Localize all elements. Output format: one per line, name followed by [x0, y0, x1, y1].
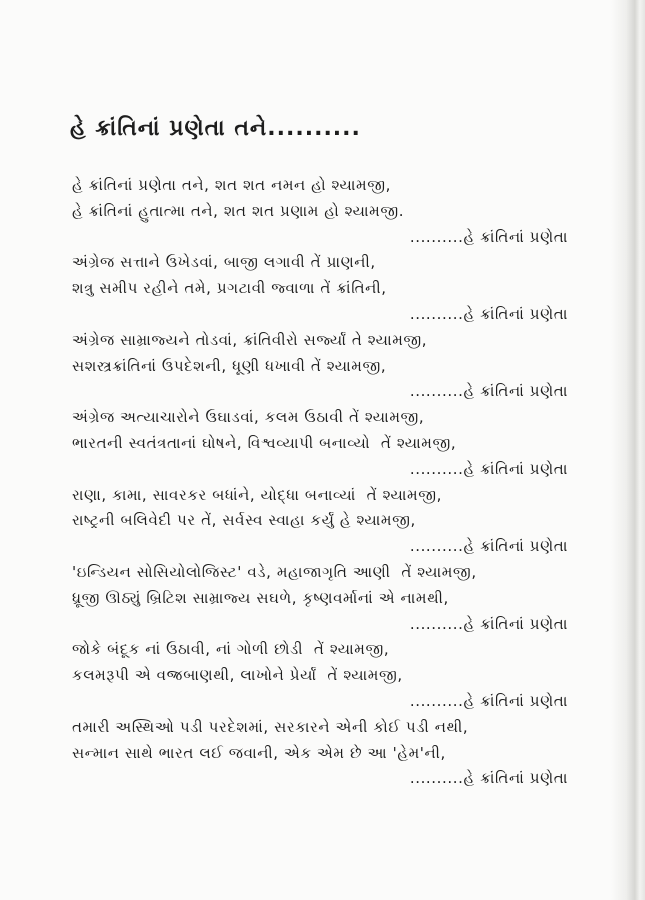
stanza — [72, 405, 568, 482]
verse-line: ભારતની સ્વતંત્રતાનાં ઘોષને, વિશ્વવ્યાપી બનાવ્યો તેં શ્યામજી, — [72, 433, 457, 452]
verse-line: રાષ્ટ્રની બલિવેદી પર તેં, સર્વસ્વ સ્વાહા કર્યું હે શ્યામજી, — [72, 511, 416, 530]
page-binding-shadow — [611, 0, 645, 900]
verse-line: શત્રુ સમીપ રહીને તમે, પ્રગટાવી જ્વાળા તેં ક્રાંતિની, — [72, 279, 387, 298]
verse-line: સન્માન સાથે ભારત લઈ જવાની, એક એમ છે આ 'હેમ'ની, — [72, 743, 446, 762]
stanza — [72, 560, 568, 637]
stanza — [72, 715, 568, 792]
verse-line: કલમરૂપી એ વજ્રબાણથી, લાખોને પ્રેર્યાં તેં શ્યામજી, — [72, 666, 403, 685]
refrain-line: ..........હે ક્રાંતિનાં પ્રણેતા — [409, 459, 568, 478]
verse-line: હે ક્રાંતિનાં હુતાત્મા તને, શત શત પ્રણામ હો શ્યામજી. — [72, 201, 405, 220]
verse-line: અંગ્રેજ સામ્રાજ્યને તોડવાં, ક્રાંતિવીરો સર્જ્યાં તે શ્યામજી, — [72, 330, 428, 349]
stanza — [72, 328, 568, 405]
verse-line: સશસ્ત્રક્રાંતિનાં ઉપદેશની, ધૂણી ધખાવી તેં શ્યામજી, — [72, 356, 387, 375]
refrain-line: ..........હે ક્રાંતિનાં પ્રણેતા — [409, 614, 568, 633]
verse-line: ધ્રૂજી ઊઠ્યું બ્રિટિશ સામ્રાજ્ય સઘળે, કૃષ્ણવર્માનાં એ નામથી, — [72, 588, 449, 607]
refrain-line: ..........હે ક્રાંતિનાં પ્રણેતા — [409, 769, 568, 788]
verse-line: તમારી અસ્થિઓ પડી પરદેશમાં, સરકારને એની કોઈ પડી નથી, — [72, 717, 469, 736]
verse-line: જોકે બંદૂક નાં ઉઠાવી, નાં ગોળી છોડી તેં શ્યામજી, — [72, 640, 390, 659]
verse-line: અંગ્રેજ સત્તાને ઉખેડવાં, બાજી લગાવી તેં પ્રાણની, — [72, 253, 376, 272]
stanza — [72, 250, 568, 327]
poem-title: હે ક્રાંતિનાં પ્રણેતા તને.......... — [70, 116, 361, 141]
verse-line: રાણા, કામા, સાવરકર બધાંને, યોદ્ધા બનાવ્યાં તેં શ્યામજી, — [72, 485, 442, 504]
poem-body — [72, 173, 568, 792]
verse-line: હે ક્રાંતિનાં પ્રણેતા તને, શત શત નમન હો શ્યામજી, — [72, 176, 391, 194]
stanza — [72, 483, 568, 560]
stanza — [72, 637, 568, 714]
refrain-line: ..........હે ક્રાંતિનાં પ્રણેતા — [409, 304, 568, 323]
verse-line: 'ઇન્ડિયન સોસિયોલોજિસ્ટ' વડે, મહાજાગૃતિ આણી તેં શ્યામજી, — [72, 562, 477, 581]
verse-line: અંગ્રેજ અત્યાચારોને ઉઘાડવાં, કલમ ઉઠાવી તેં શ્યામજી, — [72, 408, 425, 427]
refrain-line: ..........હે ક્રાંતિનાં પ્રણેતા — [409, 382, 568, 401]
stanza — [72, 173, 568, 250]
refrain-line: ..........હે ક્રાંતિનાં પ્રણેતા — [409, 691, 568, 710]
refrain-line: ..........હે ક્રાંતિનાં પ્રણેતા — [409, 227, 568, 246]
refrain-line: ..........હે ક્રાંતિનાં પ્રણેતા — [409, 537, 568, 556]
